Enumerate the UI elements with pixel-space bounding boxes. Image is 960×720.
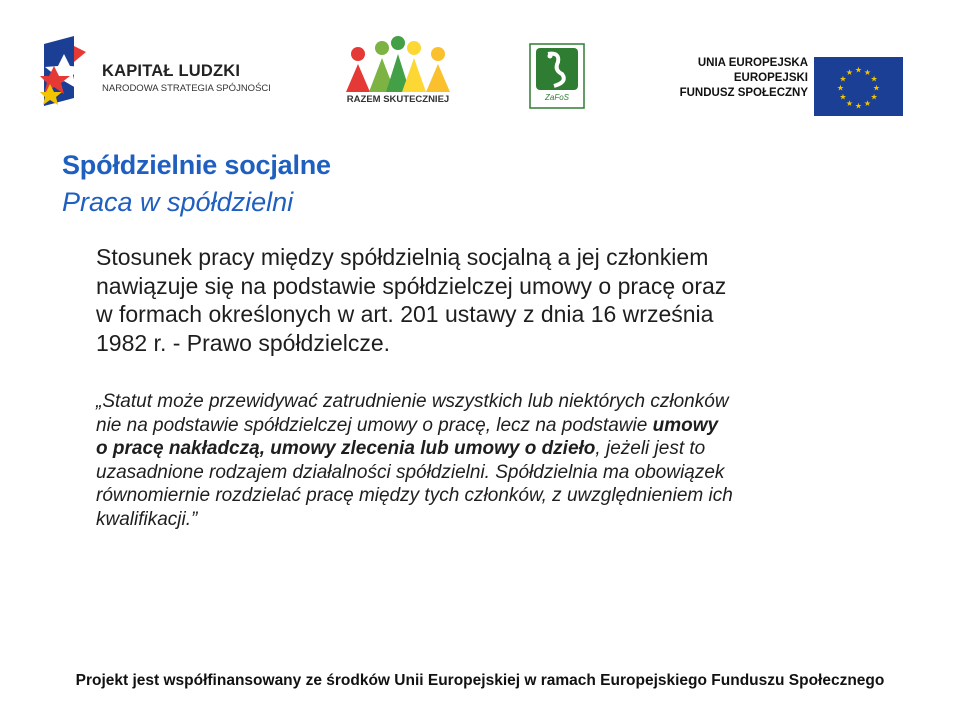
paragraph-line: Stosunek pracy między spółdzielnią socjalną a jej członkiem [96, 244, 709, 270]
footer-funding-note: Projekt jest współfinansowany ze środków Unii Europejskiej w ramach Europejskiego Funduszu Społecznego [75, 672, 885, 689]
main-paragraph [96, 243, 896, 357]
svg-text:★: ★ [854, 65, 863, 75]
paragraph-line: w formach określonych w art. 201 ustawy z dnia 16 września [96, 301, 714, 327]
quote-line [96, 414, 926, 438]
razem-skuteczniej-text: RAZEM SKUTECZNIEJ [346, 94, 450, 105]
quote-line: kwalifikacji.” [96, 508, 198, 530]
kapital-ludzki-logo [40, 36, 280, 112]
quote-bold-text: o pracę nakładczą, umowy zlecenia lub umowy o dzieło [96, 438, 596, 459]
quote-text: nie na podstawie spółdzielczej umowy o pracę, lecz na podstawie [96, 414, 653, 436]
quote-line: równomiernie rozdzielać pracę między tych członków, z uwzględnieniem ich [96, 485, 733, 506]
kapital-ludzki-emblem-icon [40, 36, 100, 112]
eu-line-2: EUROPEJSKI [733, 72, 808, 84]
razem-skuteczniej-logo [342, 36, 454, 110]
quote-line: uzasadnione rodzajem działalności spółdzielni. Spółdzielnia ma obowiązek [96, 461, 725, 483]
svg-text:★: ★ [845, 67, 854, 77]
svg-text:★: ★ [836, 83, 845, 93]
statute-quote [96, 390, 926, 531]
kapital-ludzki-subtitle: NARODOWA STRATEGIA SPÓJNOŚCI [102, 83, 271, 94]
quote-bold-text: umowy [652, 414, 719, 436]
slide-subtitle: Praca w spółdzielni [62, 187, 294, 217]
svg-text:★: ★ [839, 92, 847, 102]
svg-text:★: ★ [870, 74, 878, 84]
eu-flag-icon [814, 57, 903, 116]
svg-text:★: ★ [839, 74, 847, 84]
svg-text:★: ★ [863, 99, 872, 109]
eu-line-3: FUNDUSZ SPOŁECZNY [679, 87, 808, 99]
zafos-text: ZaFoS [544, 93, 569, 102]
svg-text:★: ★ [854, 101, 863, 111]
logo-bar [0, 0, 960, 130]
kapital-ludzki-title: KAPITAŁ LUDZKI [102, 62, 241, 80]
svg-text:★: ★ [863, 67, 872, 77]
svg-text:★: ★ [870, 92, 878, 102]
quote-line: „Statut może przewidywać zatrudnienie wszystkich lub niektórych członków [96, 391, 729, 412]
people-figures-icon [342, 36, 454, 94]
paragraph-line: 1982 r. - Prawo spółdzielcze. [96, 329, 391, 356]
eu-text-logo [676, 56, 808, 101]
eu-line-1: UNIA EUROPEJSKA [697, 57, 808, 69]
svg-text:★: ★ [872, 83, 881, 93]
paragraph-line: nawiązuje się na podstawie spółdzielczej umowy o pracę oraz [96, 272, 727, 299]
quote-line [96, 437, 926, 461]
svg-text:★: ★ [845, 99, 854, 109]
slide-title: Spółdzielnie socjalne [62, 150, 331, 180]
zafos-logo [528, 42, 586, 110]
quote-text: , jeżeli jest to [595, 438, 706, 459]
